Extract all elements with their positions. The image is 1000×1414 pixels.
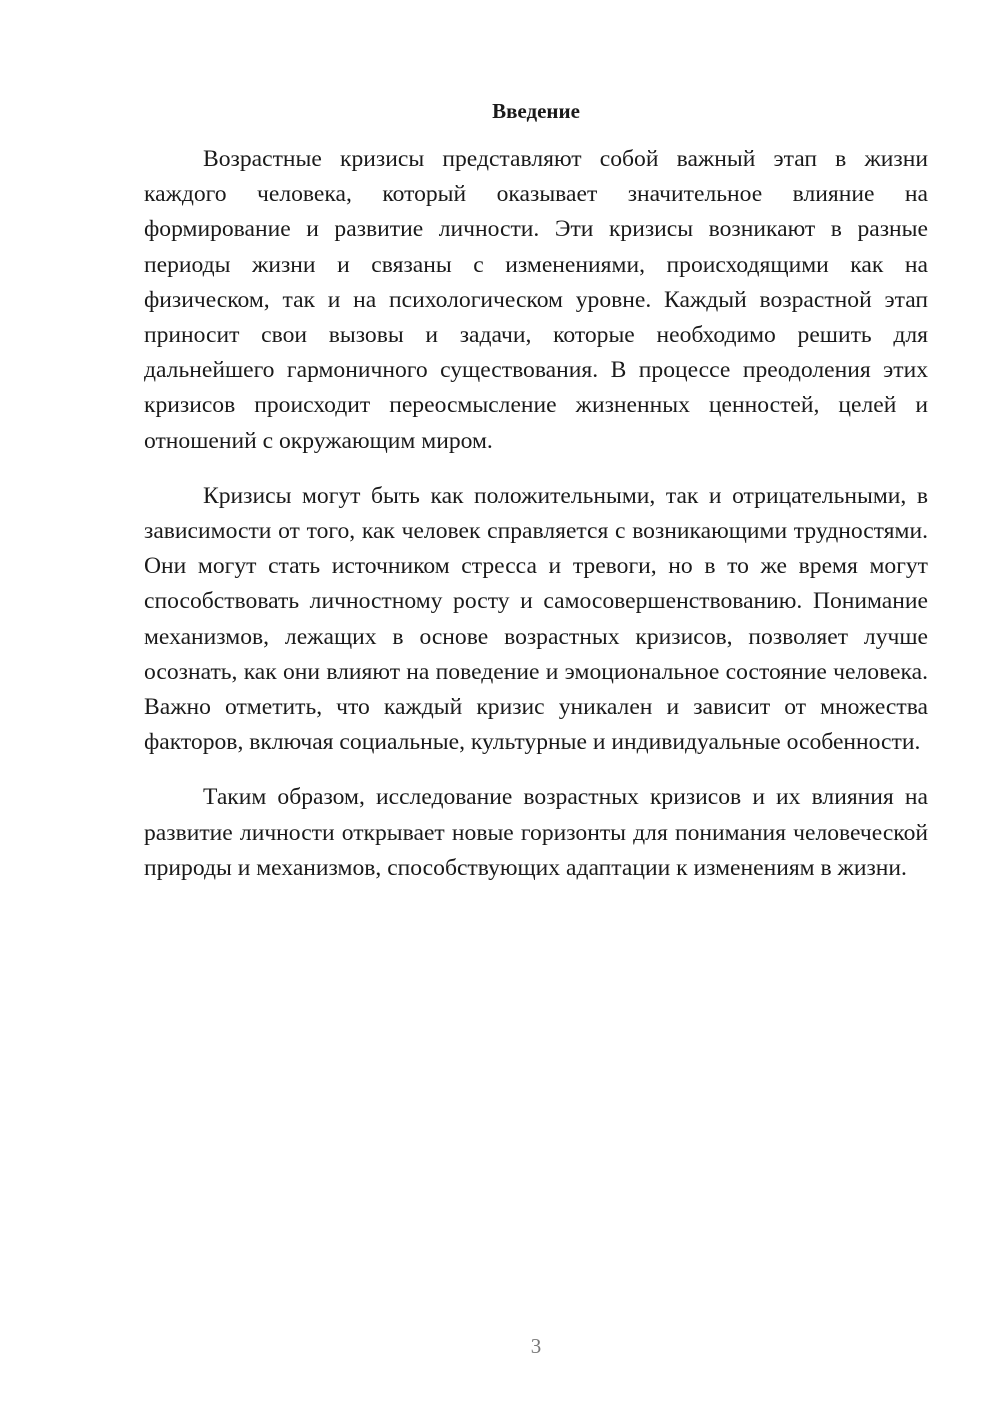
page-number: 3 (530, 1334, 542, 1358)
document-body (144, 142, 928, 906)
section-title: Введение (492, 99, 580, 123)
paragraph: Таким образом, исследование возрастных кризисов и их влияния на развитие личности открывает новые горизонты для понимания человеческой природы и механизмов, способствующих адаптации к изменениям в жизни. (144, 784, 928, 881)
paragraph: Возрастные кризисы представляют собой важный этап в жизни каждого человека, который оказывает значительное влияние на формирование и развитие личности. Эти кризисы возникают в разные периоды жизни и связаны с изменениями, происходящими как на физическом, так и на психологическом уровне. Каждый возрастной этап приносит свои вызовы и задачи, которые необходимо решить для дальнейшего гармоничного существования. В процессе преодоления этих кризисов происходит переосмысление жизненных ценностей, целей и отношений с окружающим миром. (144, 146, 928, 454)
paragraph: Кризисы могут быть как положительными, так и отрицательными, в зависимости от того, как человек справляется с возникающими трудностями. Они могут стать источником стресса и тревоги, но в то же время могут способствовать личностному росту и самосовершенствованию. Понимание механизмов, лежащих в основе возрастных кризисов, позволяет лучше осознать, как они влияют на поведение и эмоциональное состояние человека. Важно отметить, что каждый кризис уникален и зависит от множества факторов, включая социальные, культурные и индивидуальные особенности. (144, 482, 928, 756)
